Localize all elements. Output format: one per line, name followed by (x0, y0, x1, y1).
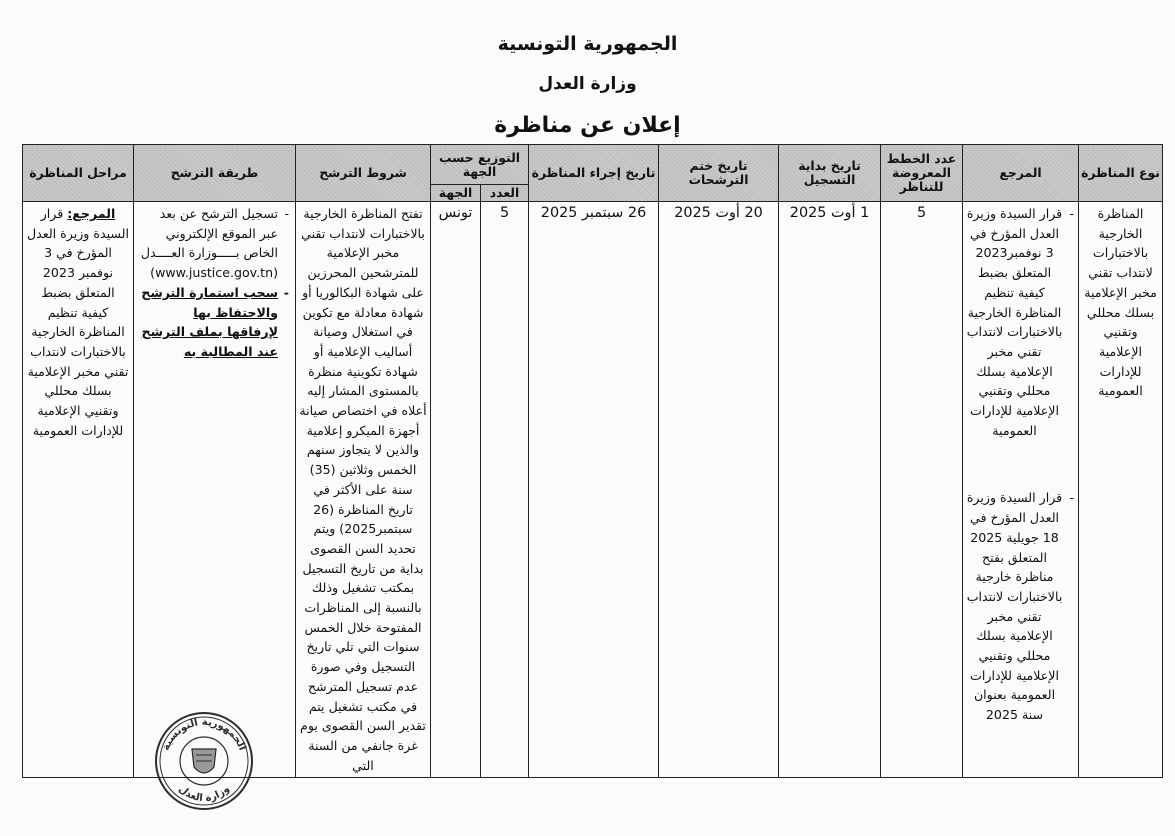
ministry-title: وزارة العدل (538, 74, 637, 94)
cell-conditions (296, 202, 431, 778)
justice-website-link[interactable]: (www.justice.gov.tn) (150, 265, 278, 281)
col-header-reg-end: تاريخ ختم الترشحات (659, 145, 779, 202)
stages-text (26, 204, 130, 440)
cell-dist-count: 5 (481, 202, 529, 778)
col-header-distribution: التوزيع حسب الجهة (431, 145, 529, 185)
col-header-stages: مراحل المناظرة (23, 145, 134, 202)
method-item-2: - سحب استمارة الترشح والاحتفاظ بها لإرفاقها بملف الترشح عند المطالبة به (139, 283, 290, 362)
type-text: المناظرة الخارجية بالاختبارات لانتداب تقني مخبر الإعلامية بسلك محللي وتقنيي الإعلامية للإدارات العمومية (1084, 206, 1157, 399)
republic-title: الجمهورية التونسية (497, 33, 678, 55)
cell-exam-date: 26 سبتمبر 2025 (529, 202, 659, 778)
cell-dist-region: تونس (431, 202, 481, 778)
table-row (23, 202, 1163, 778)
col-header-conditions: شروط الترشح (296, 145, 431, 202)
stages-reference-label: المرجع: (67, 206, 116, 221)
col-header-plans: عدد الخطط المعروضة للتناظر (881, 145, 963, 202)
reference-item-2: - قرار السيدة وزيرة العدل المؤرخ في 18 جويلية 2025 المتعلق بفتح مناظرة خارجية بالاختبارات لانتداب تقني مخبر الإعلامية بسلك محللي وتقنيي الإعلامية للإدارات العمومية بعنوان سنة 2025 (966, 488, 1075, 724)
announcement-title: إعلان عن مناظرة (494, 113, 681, 138)
col-header-dist-region: الجهة (431, 185, 481, 202)
col-header-type: نوع المناظرة (1079, 145, 1163, 202)
cell-reg-end: 20 أوت 2025 (659, 202, 779, 778)
reference-item-1: - قرار السيدة وزيرة العدل المؤرخ في 3 نوفمبر2023 المتعلق بضبط كيفية تنظيم المناظرة الخارجية بالاختبارات لانتداب تقني مخبر الإعلامية بسلك محللي وتقنيي الإعلامية للإدارات العمومية (966, 204, 1075, 440)
ministry-seal (150, 705, 258, 813)
cell-reg-start: 1 أوت 2025 (779, 202, 881, 778)
cell-plans: 5 (881, 202, 963, 778)
conditions-text: تفتح المناظرة الخارجية بالاختبارات لانتداب تقني مخبر الإعلامية للمترشحين المحرزين على شهادة البكالوريا أو شهادة معادلة مع تكوين في استغلال وصيانة أساليب الإعلامية أو شهادة تكوينية منظرة بالمستوى المشار إليه أعلاه في اختصاص صيانة أجهزة الميكرو إعلامية والذين لا يتجاوز سنهم الخمس وثلاثين (35) سنة على الأكثر في تاريخ المناظرة (26 سبتمبر2025) ويتم تحديد السن القصوى بداية من تاريخ التسجيل بمكتب تشغيل وذلك بالنسبة إلى المناظرات المفتوحة خلال الخمس سنوات التي تلي تاريخ التسجيل وفي صورة عدم تسجيل المترشح في مكتب تشغيل يتم تقدير السن القصوى يوم غرة جانفي من السنة التي (299, 206, 427, 773)
svg-text:الجمهورية التونسية (160, 717, 247, 752)
method-item-1 (139, 204, 290, 283)
competition-table (22, 144, 1163, 778)
seal-text-bottom: وزارة العدل (176, 783, 232, 805)
cell-reference (963, 202, 1079, 778)
col-header-dist-count: العدد (481, 185, 529, 202)
col-header-reg-start: تاريخ بداية التسجيل (779, 145, 881, 202)
col-header-method: طريقة الترشح (134, 145, 296, 202)
method-item-1-text: تسجيل الترشح عن بعد عبر الموقع الإلكتروني الخاص بـــــوزارة العــــدل (140, 206, 278, 261)
cell-method (134, 202, 296, 778)
table-header-row (23, 145, 1163, 185)
cell-stages (23, 202, 134, 778)
col-header-reference: المرجع (963, 145, 1079, 202)
seal-text-top: الجمهورية التونسية (160, 716, 248, 753)
col-header-exam-date: تاريخ إجراء المناظرة (529, 145, 659, 202)
cell-type (1079, 202, 1163, 778)
stages-reference-text: قرار السيدة وزيرة العدل المؤرخ في 3 نوفمبر 2023 المتعلق بضبط كيفية تنظيم المناظرة الخارجية بالاختبارات لانتداب تقني مخبر الإعلامية بسلك محللي وتقنيي الإعلامية للإدارات العمومية (27, 206, 129, 438)
